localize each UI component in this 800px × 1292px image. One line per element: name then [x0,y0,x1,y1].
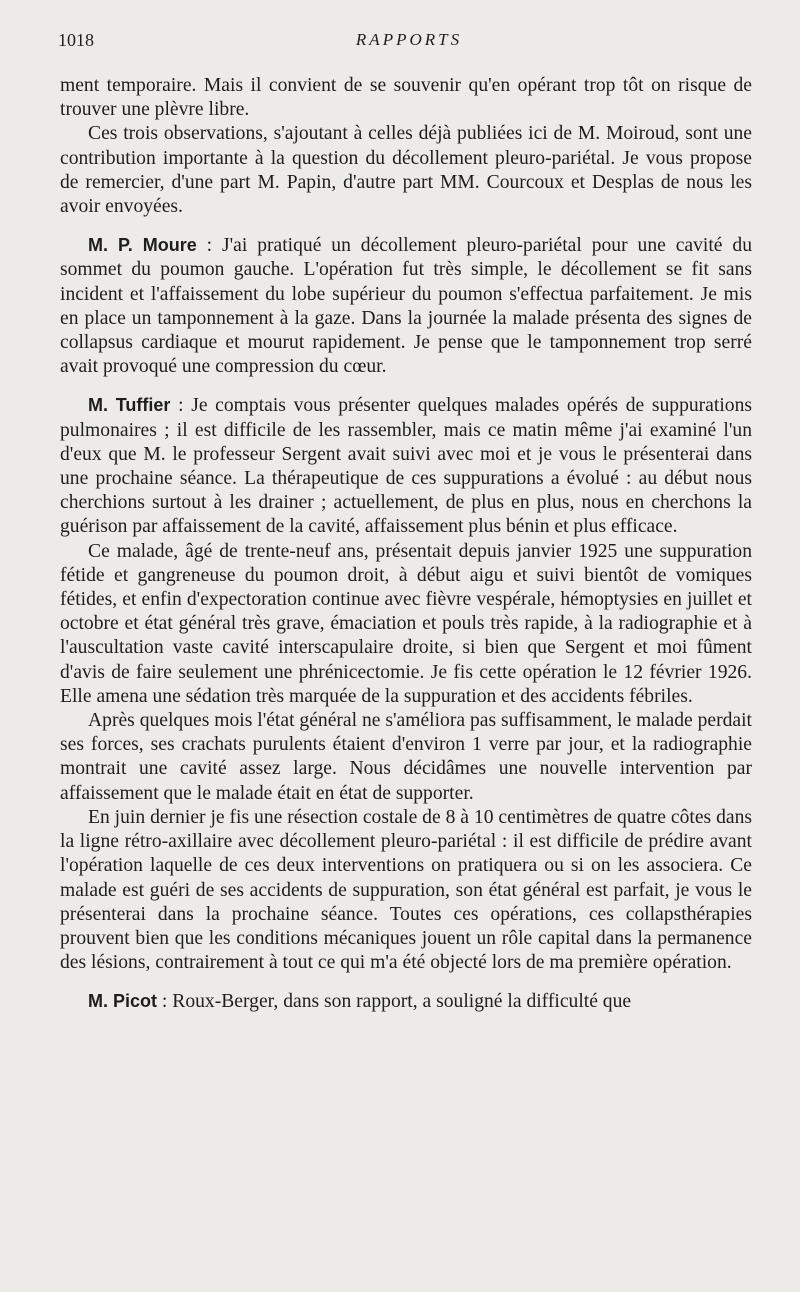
paragraph [60,74,752,122]
speaker-name: M. Tuffier [88,395,171,416]
running-head: RAPPORTS [355,30,463,49]
page-header [58,30,760,54]
paragraph [60,540,752,709]
page-number: 1018 [58,30,94,50]
paragraph [60,233,752,379]
paragraph [60,122,752,219]
speaker-name: M. Picot [88,991,158,1012]
paragraph-text: Ces trois observations, s'ajoutant à celles déjà publiées ici de M. Moiroud, sont une contribution importante à la question du décollement pleuro-pariétal. Je vous propose de remercier, d'une part M. Papin, d'autre part MM. Courcoux et Desplas de nous les avoir envoyées. [60,123,752,218]
paragraph-text: En juin dernier je fis une résection costale de 8 à 10 centimètres de quatre côtes dans la ligne rétro-axillaire avec décollement pleuro-pariétal : il est difficile de prédire avant l'opération laquelle de ces deux interventions on pratiquera ou si on les associera. Ce malade est guéri de ses accidents de suppuration, son état général est parfait, je vous le présenterai dans la prochaine séance. Toutes ces opérations, ces collapsthérapies prouvent bien que les conditions mécaniques jouent un rôle capital dans la permanence des lésions, contrairement à tout ce qui m'a été objecté lors de ma première opération. [60,806,752,974]
paragraph-text: : Roux-Berger, dans son rapport, a souligné la difficulté que [157,991,632,1013]
paragraph [60,989,752,1014]
body-text [60,74,752,1015]
speaker-name: M. P. Moure [88,235,197,256]
paragraph-text: Ce malade, âgé de trente-neuf ans, présentait depuis janvier 1925 une suppuration fétide et gangreneuse du poumon droit, à début aigu et suivi bientôt de vomiques fétides, et enfin d'expectoration continue avec fièvre vespérale, hémoptysies en juillet et octobre et état général très grave, émaciation et pouls très rapide, à la radiographie et à l'auscultation vaste cavité interscapulaire droite, si bien que Sergent et moi fûment d'avis de faire seulement une phrénicectomie. Je fis cette opération le 12 février 1926. Elle amena une sédation très marquée de la suppuration et des accidents fébriles. [60,540,752,707]
paragraph [60,709,752,806]
paragraph [60,393,752,539]
paragraph-text: : J'ai pratiqué un décollement pleuro-pariétal pour une cavité du sommet du poumon gauche. L'opération fut très simple, le décollement se fit sans incident et l'affaissement du lobe supérieur du poumon s'effectua parfaitement. Je mis en place un tamponnement à la gaze. Dans la journée la malade présenta des signes de collapsus cardiaque et mourut rapidement. Je pense que le tamponnement trop serré avait provoqué une compression du cœur. [60,235,752,378]
paragraph [60,806,752,975]
paragraph-text: ment temporaire. Mais il convient de se souvenir qu'en opérant trop tôt on risque de trouver une plèvre libre. [60,75,752,121]
paragraph-text: Après quelques mois l'état général ne s'améliora pas suffisamment, le malade perdait ses forces, ses crachats purulents étaient d'environ 1 verre par jour, et la radiographie montrait une cavité assez large. Nous décidâmes une nouvelle intervention par affaissement que le malade était en état de supporter. [60,710,752,804]
paragraph-text: : Je comptais vous présenter quelques malades opérés de suppurations pulmonaires ; il est difficile de les rassembler, mais ce matin même j'ai examiné l'un d'eux que M. le professeur Sergent avait suivi avec moi et je vous le présenterai dans une prochaine séance. La thérapeutique de ces suppurations a évolué : au début nous cherchions surtout à les drainer ; actuellement, de plus en plus, nous en cherchons la guérison par affaissement de la cavité, affaissement plus bénin et plus efficace. [60,395,752,538]
